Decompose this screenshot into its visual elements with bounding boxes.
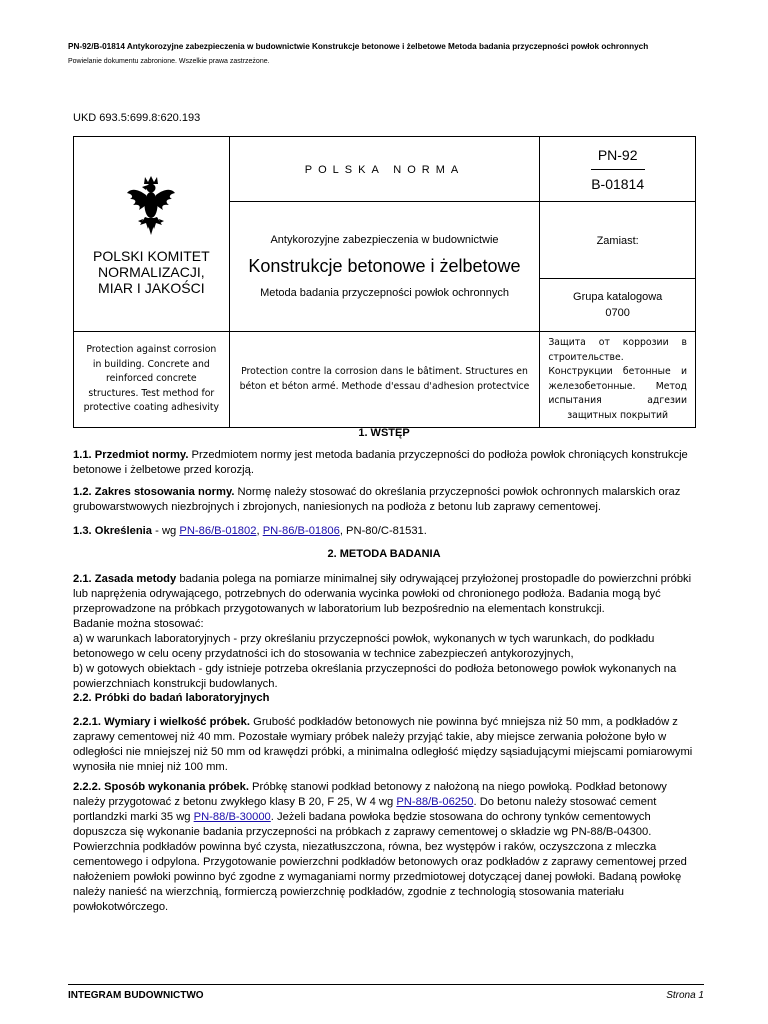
paragraph-2-1-item-b: b) w gotowych obiektach - gdy istnieje potrzeba określania przyczepności do podłoża betonowego powłok wykonanych na powierzchniach konstrukcji budowlanych. xyxy=(73,663,677,690)
committee-line-2: NORMALIZACJI, xyxy=(98,263,205,280)
catalog-group-cell xyxy=(540,279,696,332)
catalog-group-label: Grupa katalogowa xyxy=(573,291,663,303)
paragraph-1-3: 1.3. Określenia - wg PN-86/B-01802, PN-86/B-01806, PN-80/C-81531. xyxy=(73,525,427,537)
norm-number-divider xyxy=(591,169,645,170)
heading-introduction xyxy=(73,426,695,441)
norm-metadata-table xyxy=(73,136,696,428)
document-header-title: PN-92/B-01814 Antykorozyjne zabezpieczenia w budownictwie Konstrukcje betonowe i żelbetowe Metoda badania przyczepności powłok ochronnych xyxy=(68,42,649,51)
norm-label: POLSKA NORMA xyxy=(304,164,465,176)
norm-title-main: Konstrukcje betonowe i żelbetowe xyxy=(248,256,521,276)
paragraph-2-2-2-text-3: . Jeżeli badana powłoka będzie stosowana do ochrony tynków cementowych dopuszcza się wykonanie badania przyczepności na próbkach z zaprawy cementowej o składzie wg PN-88/B-04300. Powierzchnia podkładów powinna być czysta, niezatłuszczona, równa, bez występów i raków, oczyszczona z mleczka cementowego i odpylona. Przygotowanie powierzchni podkładów betonowych oraz podkładów z zaprawy cementowej przed nałożeniem powłoki powinno być zgodne z wymaganiami normy przedmiotowej dotyczącej danej powłoki. Badaną powłokę należy nanieść na wierzchnią, formierczą powierzchnię podkładów, zgodnie z technologią stosowania materiału powłokotwórczego. xyxy=(73,811,687,913)
norm-label-cell xyxy=(229,137,540,202)
paragraph-2-2-1 xyxy=(73,715,695,775)
translation-fr: Protection contre la corrosion dans le bâtiment. Structures en béton et béton armé. Methode d'essau d'adhesion protectvice xyxy=(239,366,530,392)
committee-name xyxy=(74,248,229,296)
instead-cell xyxy=(540,202,696,279)
instead-label: Zamiast: xyxy=(596,235,639,247)
paragraph-2-2-2-heading: 2.2.2. Sposób wykonania próbek. xyxy=(73,781,249,793)
paragraph-1-3-heading: 1.3. Określenia xyxy=(73,525,152,537)
paragraph-2-1-item-a: a) w warunkach laboratoryjnych - przy określaniu przyczepności powłok, wykonanych w tych warunkach, do podkładu betonowego w celu oceny przydatności ich do stosowania w technice zabezpieczeń antykorozyjnych, xyxy=(73,633,655,660)
paragraph-2-1-text: badania polega na pomiarze minimalnej siły odrywającej przyłożonej prostopadle do powierzchni próbki lub naprężenia odrywającego, potrzebnych do oderwania wycinka powłoki od chronionego podłoża. Badania mogą być przeprowadzone na próbkach przygotowanych w laboratorium lub bezpośrednio na elementach konstrukcji. xyxy=(73,573,692,615)
link-pn-88-b-30000[interactable]: PN-88/B-30000 xyxy=(193,811,271,823)
paragraph-2-1-line2: Badanie można stosować: xyxy=(73,618,204,630)
ukd-code: UKD 693.5:699.8:620.193 xyxy=(73,112,201,124)
section-heading-2: 2. METODA BADANIA xyxy=(327,548,441,560)
paragraph-2-2-2 xyxy=(73,780,695,915)
norm-number-cell xyxy=(540,137,696,202)
paragraph-1-3-prefix: - wg xyxy=(152,525,180,537)
paragraph-2-2 xyxy=(73,691,695,706)
footer-page-number: Strona 1 xyxy=(666,990,704,1001)
footer-publisher: INTEGRAM BUDOWNICTWO xyxy=(68,990,204,1001)
polish-eagle-emblem-icon xyxy=(126,173,176,237)
paragraph-2-2-heading: 2.2. Próbki do badań laboratoryjnych xyxy=(73,692,270,704)
norm-title-cell xyxy=(229,202,540,332)
translation-ru: Защита от коррозии в строительстве. Конструкции бетонные и железобетонные. Метод испытания адгезии защитных покрытий xyxy=(548,337,687,421)
link-pn-86-b-01802[interactable]: PN-86/B-01802 xyxy=(179,525,257,537)
paragraph-2-1 xyxy=(73,572,695,692)
translation-ru-cell xyxy=(540,332,696,428)
link-pn-88-b-06250[interactable]: PN-88/B-06250 xyxy=(396,796,474,808)
norm-number-bottom: B-01814 xyxy=(591,175,645,192)
footer-divider xyxy=(68,984,704,985)
copyright-note: Powielanie dokumentu zabronione. Wszelkie prawa zastrzeżone. xyxy=(68,58,270,65)
paragraph-2-2-2-text-1: Próbkę stanowi podkład betonowy z nałożoną na niego powłoką. Podkład betonowy należy przygotować z betonu zwykłego klasy B 20, F 25, W 4 wg xyxy=(73,781,667,808)
norm-title-small: Antykorozyjne zabezpieczenia w budownictwie xyxy=(270,234,499,246)
paragraph-1-1-text: Przedmiotem normy jest metoda badania przyczepności do podłoża powłok chroniących konstrukcje betonowe i żelbetowe przed korozją. xyxy=(73,449,688,476)
committee-cell xyxy=(74,137,230,332)
norm-title-sub: Metoda badania przyczepności powłok ochronnych xyxy=(260,287,509,299)
paragraph-1-1 xyxy=(73,448,695,478)
paragraph-1-2-heading: 1.2. Zakres stosowania normy. xyxy=(73,486,235,498)
paragraph-1-1-heading: 1.1. Przedmiot normy. xyxy=(73,449,189,461)
paragraph-2-2-2-text-2: . Do betonu należy stosować cement portlandzki marki 35 wg xyxy=(73,796,657,823)
heading-method xyxy=(73,547,695,562)
paragraph-2-1-heading: 2.1. Zasada metody xyxy=(73,573,177,585)
section-heading-1: 1. WSTĘP xyxy=(358,427,410,439)
paragraph-2-2-1-text: Grubość podkładów betonowych nie powinna być mniejsza niż 50 mm, a podkładów z zaprawy cementowej niż 40 mm. Pozostałe wymiary próbek należy przyjąć takie, aby miejsce zerwania położone było w odległości nie mniejszej niż 50 mm od krawędzi próbki, a minimalna odległość między sąsiadującymi miejscami pomiarowymi wynosiła nie mniej niż 100 mm. xyxy=(73,716,693,773)
committee-line-1: POLSKI KOMITET xyxy=(92,247,210,264)
norm-number-top: PN-92 xyxy=(597,146,638,163)
paragraph-1-2-text: Normę należy stosować do określania przyczepności powłok ochronnych malarskich oraz grubowarstwowych niezbrojnych i zbrojonych, naniesionych na podłoża z betonu lub zaprawy cementowej. xyxy=(73,486,681,513)
committee-line-3: MIAR I JAKOŚCI xyxy=(98,279,205,296)
paragraph-2-2-1-heading: 2.2.1. Wymiary i wielkość próbek. xyxy=(73,716,251,728)
link-pn-86-b-01806[interactable]: PN-86/B-01806 xyxy=(262,525,340,537)
catalog-group-value: 0700 xyxy=(605,307,630,319)
translation-fr-cell xyxy=(229,332,540,428)
translation-en: Protection against corrosion in building. Concrete and reinforced concrete structures. Test method for protective coating adhesivity xyxy=(83,344,220,414)
paragraph-1-3-suffix: , PN-80/C-81531. xyxy=(339,525,427,537)
translation-en-cell xyxy=(74,332,230,428)
paragraph-1-2 xyxy=(73,485,695,515)
